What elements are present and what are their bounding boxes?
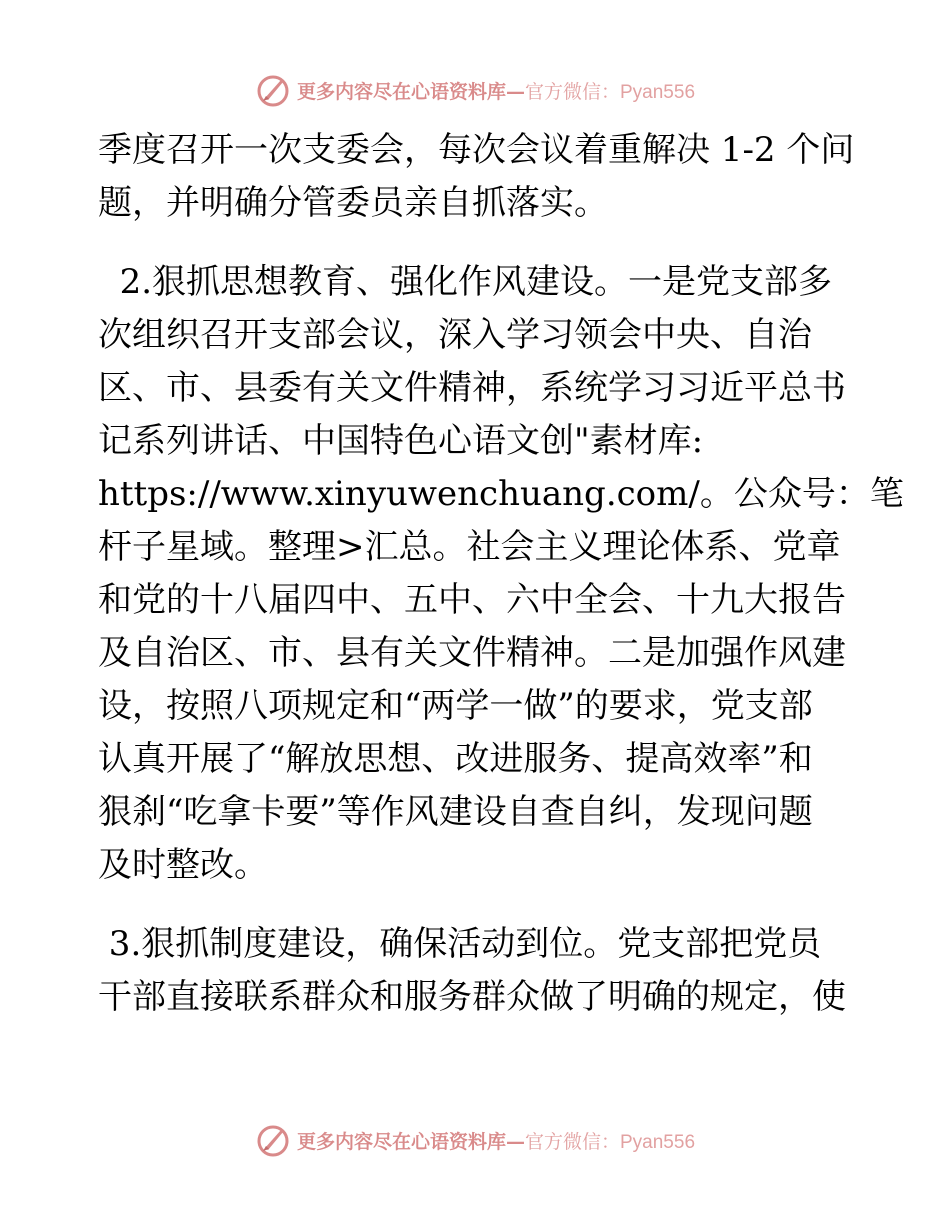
text-line: 认真开展了“解放思想、改进服务、提高效率”和: [98, 739, 813, 779]
header-watermark: [0, 70, 950, 110]
paragraph: [98, 256, 904, 892]
text-line: 杆子星域。整理>汇总。社会主义理论体系、党章: [98, 527, 841, 567]
text-line: 干部直接联系群众和服务群众做了明确的规定，使: [98, 977, 846, 1017]
text-line: 和党的十八届四中、五中、六中全会、十九大报告: [98, 580, 846, 620]
text-line: https://www.xinyuwenchuang.com/。公众号：笔: [98, 474, 904, 514]
text-line: 题，并明确分管委员亲自抓落实。: [98, 183, 608, 223]
text-line: 记系列讲话、中国特色心语文创"素材库:: [98, 421, 704, 461]
quill-logo-icon: [255, 1122, 291, 1158]
paragraph: [98, 918, 868, 1024]
text-line: 区、市、县委有关文件精神，系统学习习近平总书: [98, 368, 846, 408]
watermark-wechat: 官方微信：Pyan556: [525, 81, 696, 103]
quill-logo-icon: [255, 72, 291, 108]
watermark-text: 更多内容尽在心语资料库—: [296, 1130, 525, 1153]
text-line: 次组织召开支部会议，深入学习领会中央、自治: [98, 315, 812, 355]
text-line: 及自治区、市、县有关文件精神。二是加强作风建: [98, 633, 846, 673]
watermark-wechat: 官方微信：Pyan556: [525, 1131, 696, 1153]
text-line: 3.狠抓制度建设，确保活动到位。党支部把党员: [98, 924, 822, 964]
text-line: 狠刹“吃拿卡要”等作风建设自查自纠，发现问题: [98, 792, 813, 832]
paragraph: [98, 124, 868, 230]
footer-watermark: [0, 1120, 950, 1160]
text-line: 及时整改。: [98, 845, 268, 885]
watermark-text: 更多内容尽在心语资料库—: [296, 80, 525, 103]
text-line: 设，按照八项规定和“两学一做”的要求，党支部: [98, 686, 813, 726]
document-body: [98, 124, 904, 1024]
text-line: 2.狠抓思想教育、强化作风建设。一是党支部多: [98, 262, 833, 302]
text-line: 季度召开一次支委会，每次会议着重解决 1-2 个问: [98, 130, 855, 170]
